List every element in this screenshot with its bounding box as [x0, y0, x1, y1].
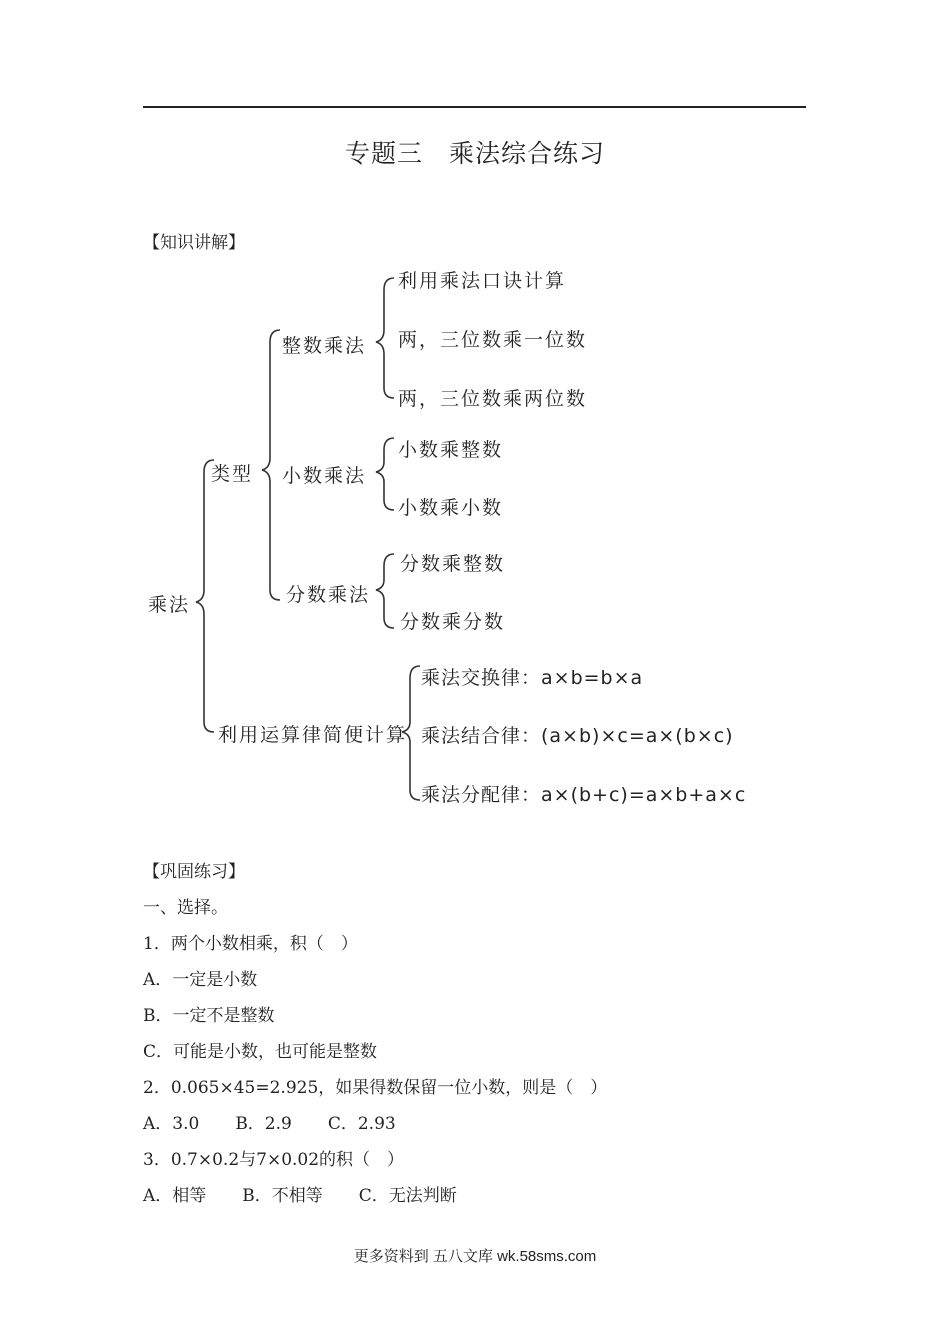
tree-fraction: 分数乘法	[286, 584, 371, 606]
root-bracket	[196, 460, 214, 732]
question-3-option: A．相等	[143, 1186, 207, 1206]
question-2-option: A．3.0	[143, 1114, 200, 1134]
question-1-option-c: C．可能是小数，也可能是整数	[143, 1042, 378, 1062]
question-3-option: B．不相等	[242, 1186, 323, 1206]
question-1: 1．两个小数相乘，积（ ）	[143, 934, 358, 954]
page-title: 专题三 乘法综合练习	[344, 139, 605, 168]
question-2-option: B．2.9	[235, 1114, 292, 1134]
tree-integer-item: 两，三位数乘一位数	[398, 329, 588, 351]
part-heading: 一、选择。	[143, 898, 228, 918]
tree-decimal-item: 小数乘小数	[398, 497, 504, 519]
question-2-option: C．2.93	[327, 1114, 396, 1134]
fraction-bracket	[376, 554, 394, 628]
tree-integer-item: 两，三位数乘两位数	[398, 388, 588, 410]
tree-law-item: 乘法分配律：a×(b+c)=a×b+a×c	[421, 784, 747, 806]
question-1-option-b: B．一定不是整数	[143, 1006, 275, 1026]
tree-fraction-item: 分数乘分数	[400, 611, 506, 633]
question-2: 2．0.065×45=2.925，如果得数保留一位小数，则是（ ）	[143, 1078, 608, 1098]
footer-link[interactable]: 更多资料到 五八文库 wk.58sms.com	[353, 1248, 597, 1265]
question-3-options	[143, 1181, 457, 1206]
section-practice-heading: 【巩固练习】	[143, 862, 245, 882]
integer-bracket	[376, 278, 394, 398]
tree-integer: 整数乘法	[282, 335, 367, 357]
question-3: 3．0.7×0.2与7×0.02的积（ ）	[143, 1150, 405, 1170]
tree-decimal: 小数乘法	[282, 465, 367, 487]
tree-laws: 利用运算律简便计算	[218, 724, 408, 746]
tree-law-item: 乘法结合律：(a×b)×c=a×(b×c)	[421, 725, 734, 747]
types-bracket	[262, 330, 280, 600]
tree-law-item: 乘法交换律：a×b=b×a	[421, 667, 644, 689]
tree-integer-item: 利用乘法口诀计算	[398, 270, 567, 292]
tree-decimal-item: 小数乘整数	[398, 439, 504, 461]
tree-fraction-item: 分数乘整数	[400, 553, 506, 575]
tree-types: 类型	[211, 463, 254, 485]
decimal-bracket	[376, 438, 394, 510]
section-knowledge-heading: 【知识讲解】	[143, 233, 245, 253]
question-3-option: C．无法判断	[358, 1186, 457, 1206]
tree-root: 乘法	[148, 594, 191, 616]
question-1-option-a: A．一定是小数	[143, 970, 258, 990]
question-2-options	[143, 1109, 396, 1134]
